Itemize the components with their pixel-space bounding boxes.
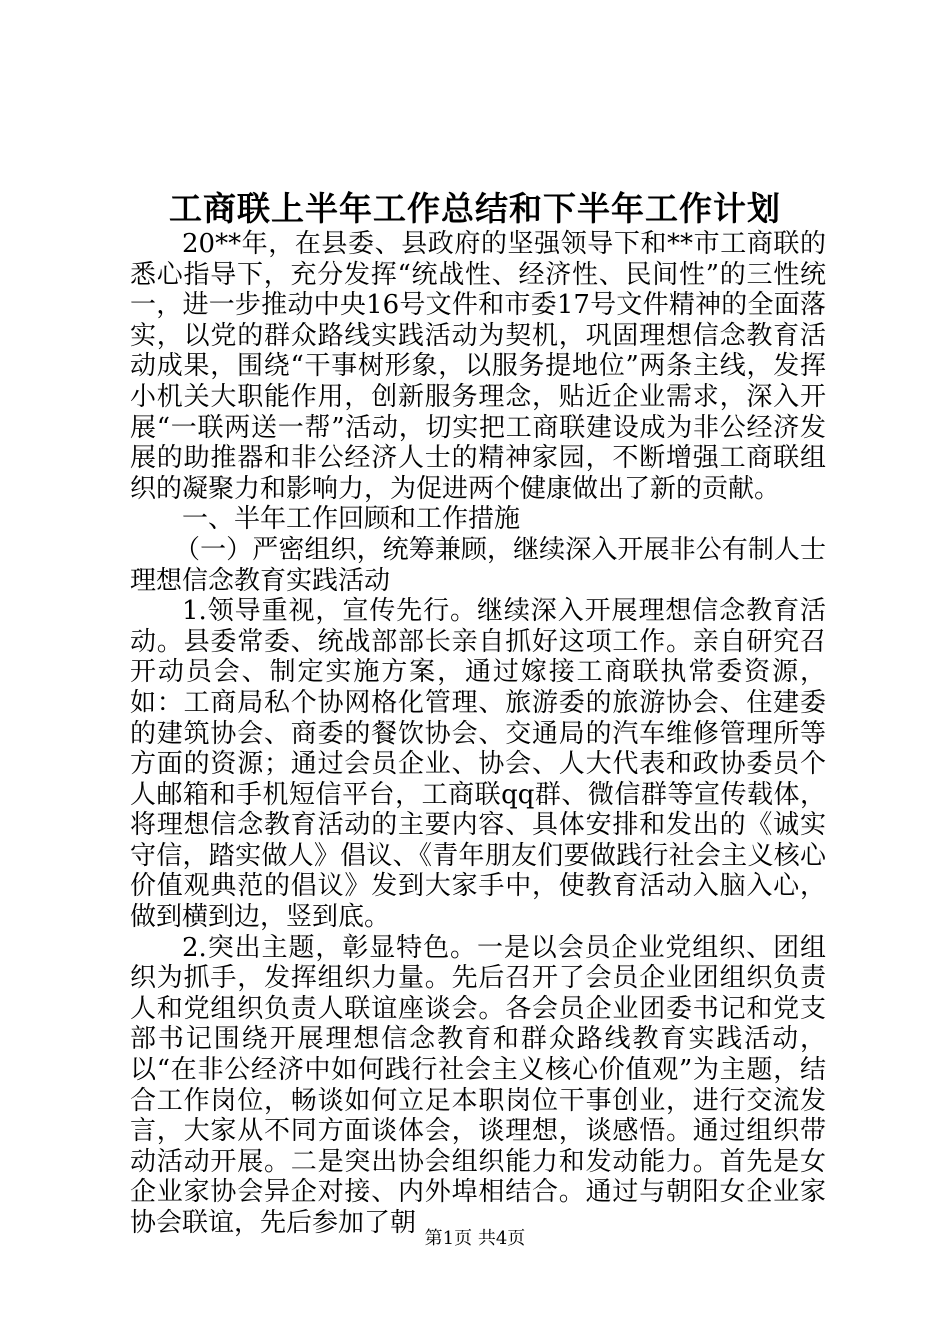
subsection-heading: （一）严密组织，统筹兼顾，继续深入开展非公有制人士理想信念教育实践活动 — [130, 534, 826, 596]
page-footer: 第1页 共4页 — [424, 1228, 526, 1249]
paragraph-item-1: 1.领导重视，宣传先行。继续深入开展理想信念教育活动。县委常委、统战部部长亲自抓好这项工作。亲自研究召开动员会、制定实施方案，通过嫁接工商联执常委资源，如：工商局私个协网格化管理、旅游委的旅游协会、住建委的建筑协会、商委的餐饮协会、交通局的汽车维修管理所等方面的资源；通过会员企业、协会、人大代表和政协委员个人邮箱和手机短信平台，工商联qq群、微信群等宣传载体，将理想信念教育活动的主要内容、具体安排和发出的《诚实守信，踏实做人》倡议、《青年朋友们要做践行社会主义核心价值观典范的倡议》发到大家手中，使教育活动入脑入心，做到横到边，竖到底。 — [130, 596, 826, 933]
document-body — [130, 229, 826, 1239]
paragraph-intro: 20**年，在县委、县政府的坚强领导下和**市工商联的悉心指导下，充分发挥“统战性、经济性、民间性”的三性统一，进一步推动中央16号文件和市委17号文件精神的全面落实，以党的群众路线实践活动为契机，巩固理想信念教育活动成果，围绕“干事树形象，以服务提地位”两条主线，发挥小机关大职能作用，创新服务理念，贴近企业需求，深入开展“一联两送一帮”活动，切实把工商联建设成为非公经济发展的助推器和非公经济人士的精神家园，不断增强工商联组织的凝聚力和影响力，为促进两个健康做出了新的贡献。 — [130, 229, 826, 504]
section-heading: 一、半年工作回顾和工作措施 — [182, 504, 521, 535]
paragraph-item-2: 2.突出主题，彰显特色。一是以会员企业党组织、团组织为抓手，发挥组织力量。先后召开了会员企业团组织负责人和党组织负责人联谊座谈会。各会员企业团委书记和党支部书记围绕开展理想信念教育和群众路线教育实践活动，以“在非公经济中如何践行社会主义核心价值观”为主题，结合工作岗位，畅谈如何立足本职岗位干事创业，进行交流发言，大家从不同方面谈体会，谈理想，谈感悟。通过组织带动活动开展。二是突出协会组织能力和发动能力。首先是女企业家协会异企对接、内外埠相结合。通过与朝阳女企业家协会联谊，先后参加了朝 — [130, 932, 826, 1238]
document-title: 工商联上半年工作总结和下半年工作计划 — [169, 189, 781, 228]
